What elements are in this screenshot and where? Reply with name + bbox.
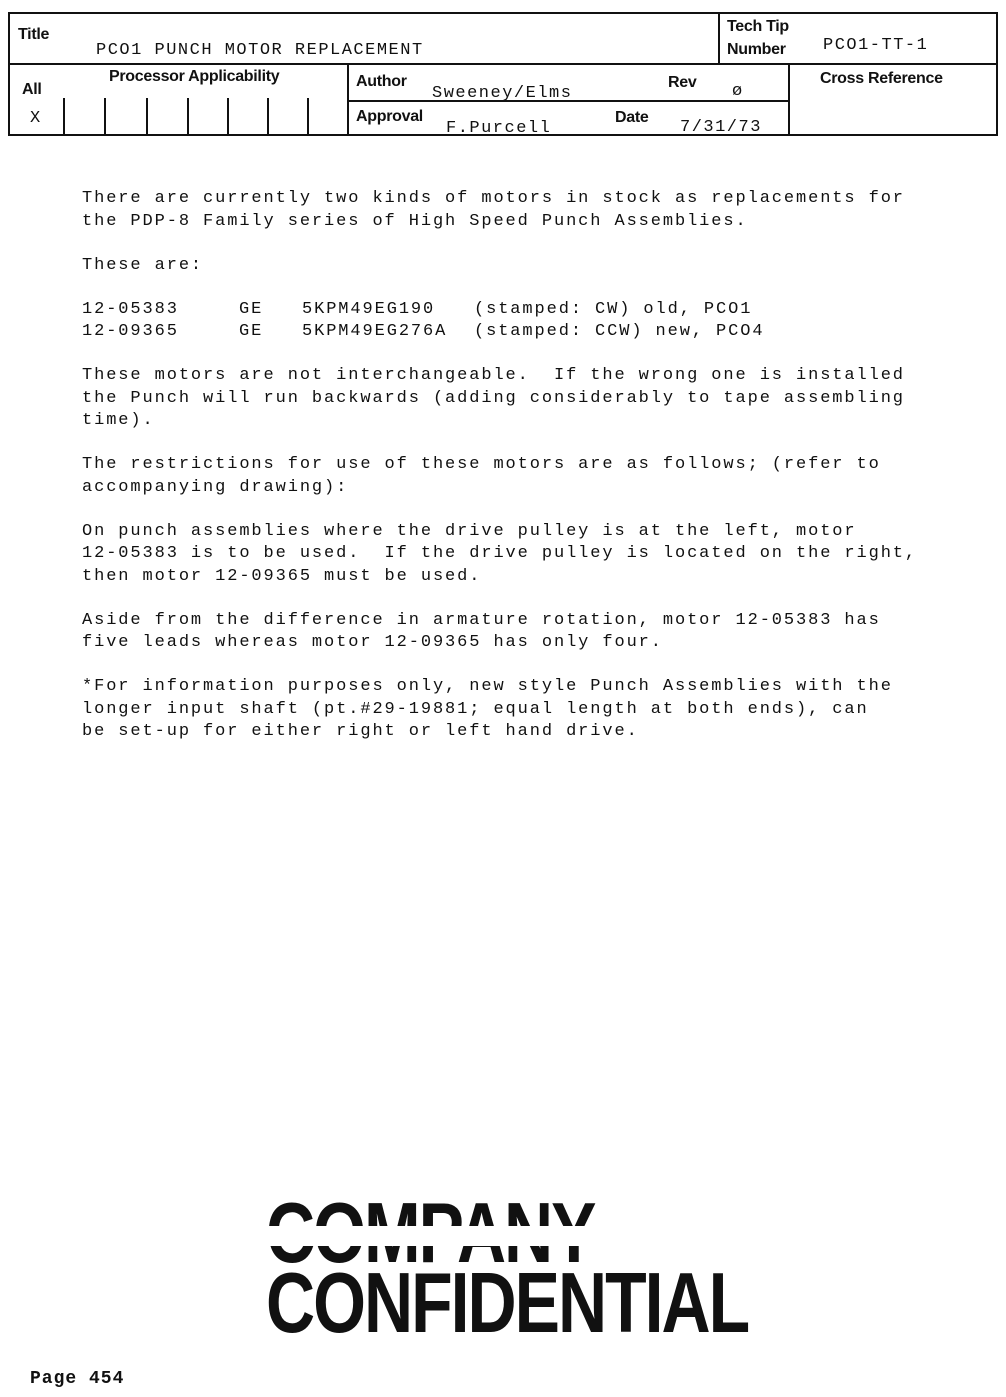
author-crossref-divider — [788, 63, 790, 136]
motor-manufacturer: GE — [239, 322, 264, 341]
all-label: All — [22, 81, 42, 98]
applicability-tick — [187, 98, 189, 136]
motor-model: 5KPM49EG276A — [302, 322, 448, 341]
these-are-line: These are: — [82, 255, 204, 275]
applicability-tick — [267, 98, 269, 136]
title-value: PCO1 PUNCH MOTOR REPLACEMENT — [96, 41, 424, 60]
intro-paragraph: There are currently two kinds of motors in stock as replacements for the PDP-8 Family series of High Speed Punch Assemblies. — [82, 189, 905, 231]
interchangeable-paragraph: These motors are not interchangeable. If the wrong one is installed the Punch will run backwards (adding considerably to tape assembling time). — [82, 366, 905, 430]
company-confidential-stamp — [266, 1226, 749, 1351]
approval-value: F.Purcell — [446, 119, 552, 138]
document-body — [82, 188, 982, 765]
header-form — [8, 12, 998, 136]
tech-tip-number-label: Number — [727, 41, 786, 58]
motor-note: (stamped: CW) old, PCO1 — [474, 299, 753, 319]
applicability-tick — [104, 98, 106, 136]
date-label: Date — [615, 109, 649, 126]
applicability-tick — [63, 98, 65, 136]
tech-tip-label: Tech Tip — [727, 18, 789, 35]
title-label: Title — [18, 26, 50, 43]
motor-model: 5KPM49EG190 — [302, 299, 436, 319]
restrictions-paragraph: The restrictions for use of these motors are as follows; (refer to accompanying drawing): — [82, 455, 881, 497]
page-number: Page 454 — [30, 1369, 125, 1389]
approval-label: Approval — [356, 108, 423, 125]
date-value: 7/31/73 — [680, 118, 762, 137]
author-label: Author — [356, 73, 407, 90]
tech-tip-number: PCO1-TT-1 — [823, 36, 929, 55]
motor-note: (stamped: CCW) new, PCO4 — [474, 322, 765, 341]
motor-part-number: 12-05383 — [82, 299, 179, 319]
motor-part-number: 12-09365 — [82, 322, 179, 341]
applicability-tick — [307, 98, 309, 136]
stamp-cutoff-mask — [266, 1226, 728, 1246]
footnote-paragraph: *For information purposes only, new style Punch Assemblies with the longer input shaft (pt.#29-19881; equal length at both ends), can be set-up for either right or left hand drive. — [82, 677, 893, 741]
rev-value: ø — [732, 82, 744, 101]
applicability-tick — [146, 98, 148, 136]
cross-reference-label: Cross Reference — [820, 70, 943, 87]
stamp-text: CONFIDENTIAL — [266, 1255, 749, 1351]
applicability-tick — [227, 98, 229, 136]
armature-paragraph: Aside from the difference in armature rotation, motor 12-05383 has five leads whereas motor 12-09365 has only four. — [82, 610, 881, 652]
all-mark: X — [30, 109, 42, 128]
author-value: Sweeney/Elms — [432, 84, 573, 103]
motor-list — [82, 299, 982, 344]
header-row-divider — [10, 63, 996, 65]
rev-label: Rev — [668, 74, 697, 91]
motor-manufacturer: GE — [239, 299, 264, 319]
motor-row — [82, 321, 982, 344]
processor-applicability-label: Processor Applicability — [109, 68, 280, 85]
pulley-rule-paragraph: On punch assemblies where the drive pulley is at the left, motor 12-05383 is to be used. If the drive pulley is located on the right, then motor 12-09365 must be used. — [82, 521, 918, 586]
motor-row — [82, 299, 982, 322]
title-techtip-divider — [718, 14, 720, 63]
